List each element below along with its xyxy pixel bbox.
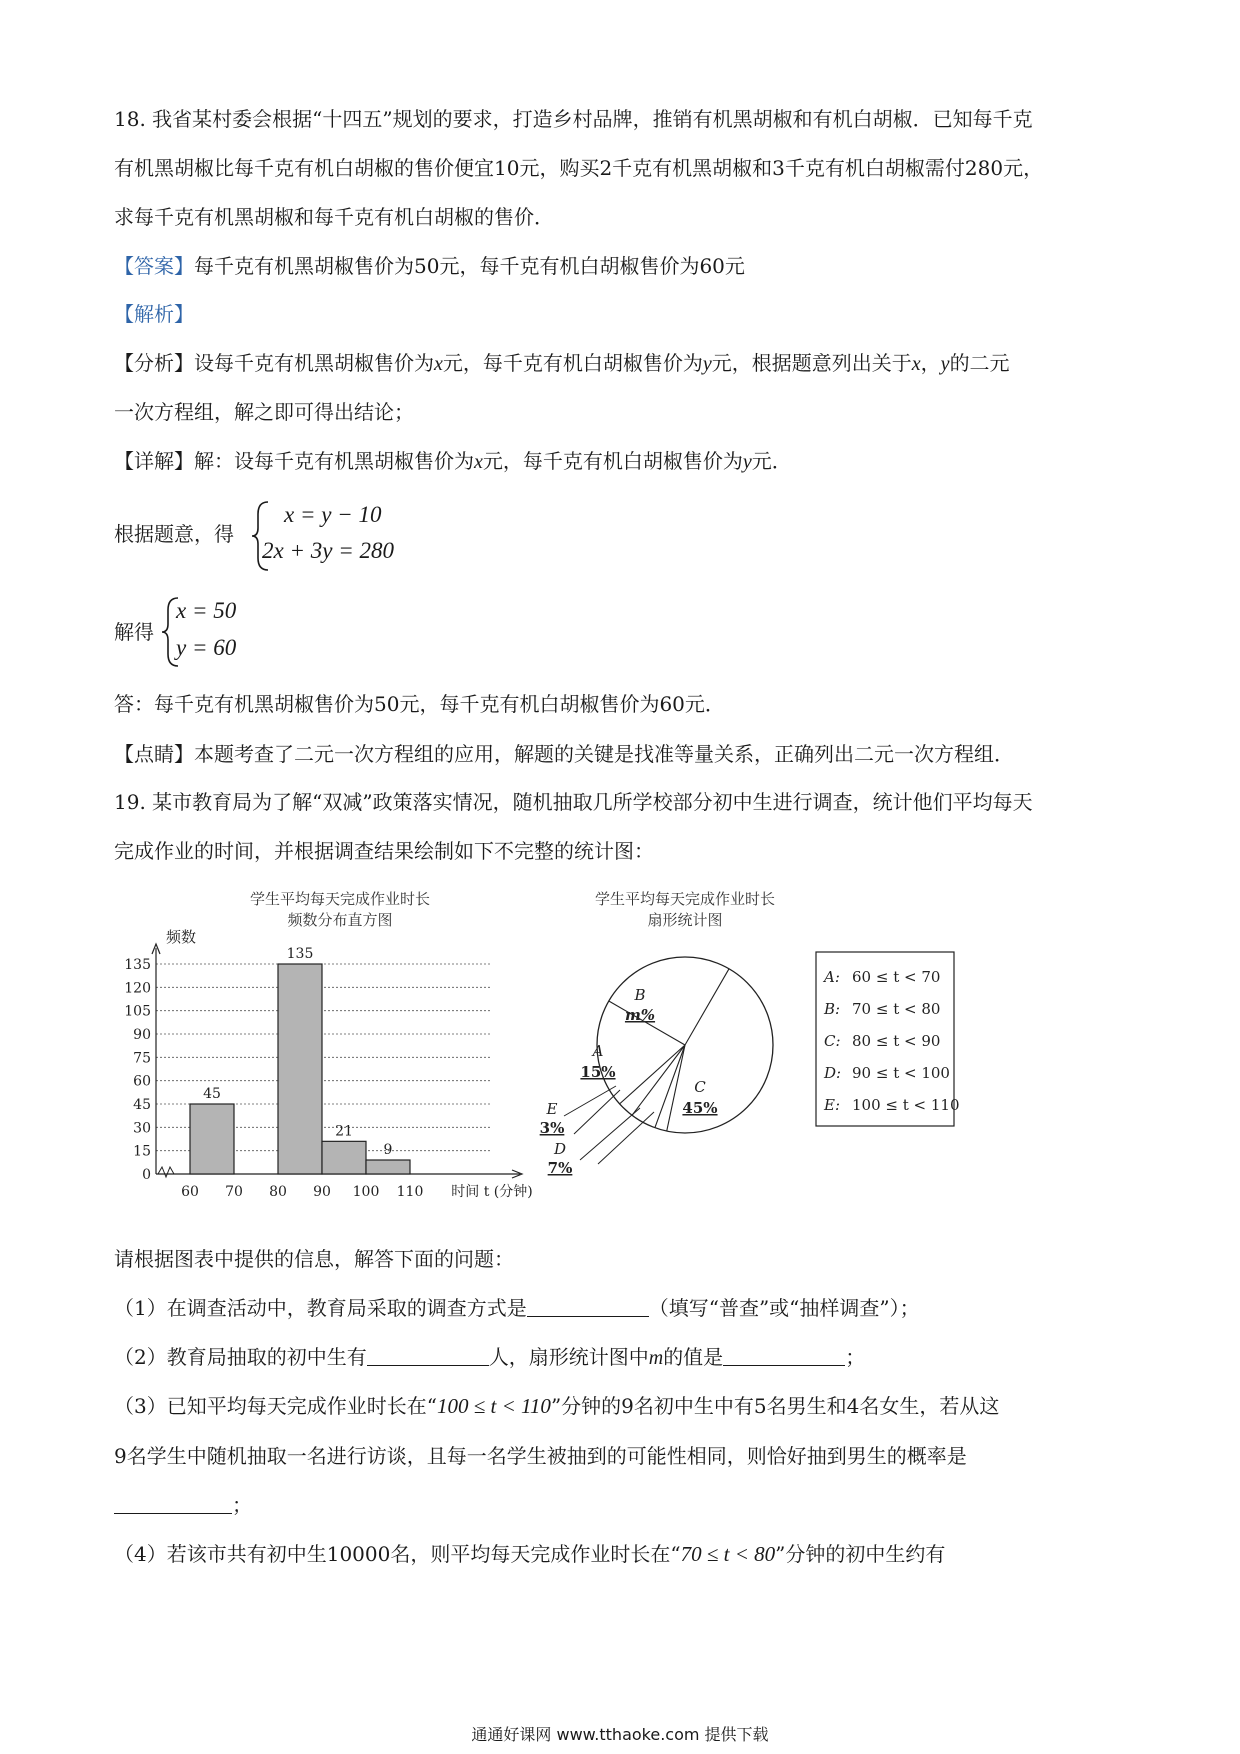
chart-title: 学生平均每天完成作业时长 [594,890,776,908]
bar-value-label: 135 [286,946,314,962]
y-tick-label: 30 [133,1120,151,1137]
slice-percent-label: 7% [547,1159,573,1177]
answer-blank[interactable] [367,1345,489,1366]
slice-name-label: C [694,1078,706,1096]
var-x: x [434,353,443,375]
bar-value-label: 9 [383,1142,393,1158]
part2-text-c: 的值是 [663,1345,724,1369]
fenxi-text-d: 的二元 [949,351,1010,375]
chart-title: 学生平均每天完成作业时长 [249,890,431,908]
q19-prompt: 请根据图表中提供的信息，解答下面的问题： [114,1247,514,1271]
inequality: 70 ≤ t < 80 [680,1542,776,1566]
part4-text-a: （4）若该市共有初中生10000名，则平均每天完成作业时长在“ [114,1542,681,1566]
bar-value-label: 21 [335,1123,353,1140]
bar-value-label: 45 [203,1086,221,1102]
fenxi-text-a: 设每千克有机黑胡椒售价为 [194,351,434,375]
pie-chart [539,880,980,1190]
page-footer: 通通好课网 www.tthaoke.com 提供下载 [471,1725,769,1744]
fenxi-comma: ， [920,351,941,375]
dianjing-tag: 【点睛】 [114,742,194,766]
part3-text-a: （3）已知平均每天完成作业时长在“ [114,1394,437,1418]
part2-text-d: ； [845,1345,866,1369]
legend-range: 90 ≤ t < 100 [852,1064,950,1082]
legend-key: A: [824,968,840,986]
conclusion: 答：每千克有机黑胡椒售价为50元，每千克有机白胡椒售价为60元． [114,692,725,716]
part4-text-b: ”分钟的初中生约有 [775,1542,946,1566]
part1-text-b: （填写“普查”或“抽样调查”）； [648,1296,920,1320]
x-tick-label: 80 [269,1184,287,1200]
pie-slice-boundary [685,969,729,1045]
part2-text-b: 人，扇形统计图中 [488,1345,649,1369]
slice-percent-label: 3% [539,1119,565,1137]
pie-slice-c [682,1078,717,1117]
y-axis-label: 频数 [166,928,197,946]
part2-text-a: （2）教育局抽取的初中生有 [114,1345,367,1369]
var-m: m [648,1347,664,1369]
part3-text-b: ”分钟的9名初中生中有5名男生和4名女生，若从这 [550,1394,1000,1418]
legend-key: D: [824,1064,842,1082]
detail-text-b: 元，每千克有机白胡椒售价为 [482,449,743,473]
equation-2: 2x + 3y = 280 [262,538,394,563]
q19-part-3-line-2: 9名学生中随机抽取一名进行访谈，且每一名学生被抽到的可能性相同，则恰好抽到男生的概率是 [114,1444,967,1468]
legend-range: 80 ≤ t < 90 [852,1032,941,1050]
y-tick-label: 15 [133,1143,151,1160]
y-tick-label: 0 [142,1167,151,1183]
slice-name-label: A [592,1042,604,1060]
y-tick-label: 75 [133,1050,151,1067]
histogram-bar [190,1104,234,1174]
chart-subtitle: 扇形统计图 [647,911,723,929]
legend-key: B: [824,1000,841,1018]
legend-key: E: [824,1096,841,1114]
part3-end: ； [232,1493,252,1517]
x-tick-label: 70 [225,1184,243,1200]
slice-percent-label: 15% [580,1063,616,1081]
detail-row [114,447,792,476]
legend-range: 70 ≤ t < 80 [852,1000,941,1018]
q19-part-4 [114,1540,945,1568]
slice-name-label: D [553,1140,567,1158]
q19-part-3-line-3 [114,1491,252,1519]
q19-part-2 [114,1343,865,1372]
q19-line-1: 19. 某市教育局为了解“双减”政策落实情况，随机抽取几所学校部分初中生进行调查，统计他们平均每天 [114,790,1033,814]
var-y: y [940,353,950,375]
analysis-tag: 【解析】 [114,302,194,326]
part1-text-a: （1）在调查活动中，教育局采取的调查方式是 [114,1296,527,1320]
equation-1: x = y − 10 [284,502,382,527]
x-axis-label: 时间 t (分钟) [451,1184,533,1200]
q19-part-1 [114,1294,920,1322]
solve-lead: 解得 [114,620,154,644]
x-tick-label: 90 [313,1184,331,1200]
axis-break-icon [158,1167,174,1177]
slice-name-label: B [634,986,646,1004]
fenxi-line-2: 一次方程组，解之即可得出结论； [114,400,414,424]
histogram-chart [124,880,550,1220]
detail-tag: 【详解】 [114,449,194,473]
detail-text-c: 元． [751,449,792,473]
solution-y: y = 60 [176,635,237,660]
answer-blank[interactable] [114,1493,232,1514]
x-tick-label: 60 [181,1184,199,1200]
var-y: y [702,353,712,375]
legend-range: 60 ≤ t < 70 [852,968,941,986]
legend-key: C: [824,1032,841,1050]
slice-percent-label: m% [624,1006,656,1024]
y-tick-label: 60 [133,1073,151,1090]
x-tick-label: 100 [352,1184,380,1200]
detail-text-a: 解：设每千克有机黑胡椒售价为 [194,449,474,473]
pie-slice-d [548,1140,573,1177]
fenxi-row [114,349,1010,378]
dianjing-text: 本题考查了二元一次方程组的应用，解题的关键是找准等量关系，正确列出二元一次方程组． [194,742,1014,766]
histogram-bar [278,964,322,1174]
y-tick-label: 105 [124,1003,151,1020]
fenxi-tag: 【分析】 [114,351,194,375]
q18-line-1: 18. 我省某村委会根据“十四五”规划的要求，打造乡村品牌，推销有机黑胡椒和有机白胡椒．已知每千克 [114,107,1033,131]
y-tick-label: 45 [133,1097,151,1113]
q19-part-3 [114,1392,999,1420]
system-lead: 根据题意，得 [114,522,234,546]
y-tick-label: 120 [124,980,151,997]
answer-blank[interactable] [527,1296,649,1317]
dianjing-row [114,740,1014,768]
answer-text: 每千克有机黑胡椒售价为50元，每千克有机白胡椒售价为60元 [194,254,745,278]
slice-percent-label: 45% [682,1099,718,1117]
y-tick-label: 135 [124,957,151,973]
x-tick-label: 110 [396,1184,424,1200]
answer-blank[interactable] [723,1345,845,1366]
var-x: x [911,353,921,375]
slice-name-label: E [546,1100,558,1118]
q19-line-2: 完成作业的时间，并根据调查结果绘制如下不完整的统计图： [114,839,654,863]
histogram-bar [322,1141,366,1174]
answer-tag: 【答案】 [114,254,194,278]
q18-line-2: 有机黑胡椒比每千克有机白胡椒的售价便宜10元，购买2千克有机黑胡椒和3千克有机白胡椒需付280元， [114,156,1044,180]
pie-slice-b [625,986,655,1024]
answer-row [114,252,745,280]
pie-slice-boundary [620,1045,685,1104]
fenxi-text-b: 元，每千克有机白胡椒售价为 [442,351,703,375]
chart-subtitle: 频数分布直方图 [287,911,393,929]
var-x: x [474,451,483,473]
legend-range: 100 ≤ t < 110 [852,1096,960,1114]
inequality: 100 ≤ t < 110 [436,1394,551,1418]
y-tick-label: 90 [133,1027,151,1043]
solution-x: x = 50 [176,598,237,623]
q18-line-3: 求每千克有机黑胡椒和每千克有机白胡椒的售价． [114,205,554,229]
var-y: y [742,451,752,473]
histogram-bar [366,1160,410,1174]
fenxi-text-c: 元，根据题意列出关于 [711,351,912,375]
